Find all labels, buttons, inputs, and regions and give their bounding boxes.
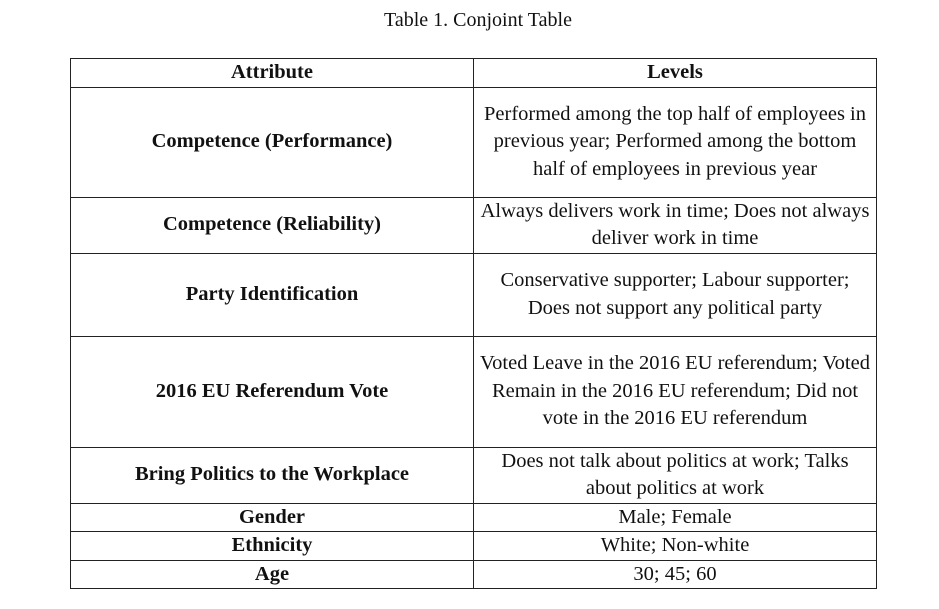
levels-cell: Male; Female	[474, 503, 877, 532]
attribute-cell: Competence (Reliability)	[71, 197, 474, 253]
attribute-cell: Gender	[71, 503, 474, 532]
conjoint-table	[70, 58, 877, 589]
table-row	[71, 532, 877, 561]
table-row	[71, 253, 877, 336]
levels-cell: Voted Leave in the 2016 EU referendum; Voted Remain in the 2016 EU referendum; Did not vote in the 2016 EU referendum	[474, 336, 877, 447]
table-caption: Table 1. Conjoint Table	[384, 9, 572, 31]
table-row	[71, 336, 877, 447]
attribute-cell: Age	[71, 560, 474, 589]
attribute-cell: 2016 EU Referendum Vote	[71, 336, 474, 447]
levels-cell: Conservative supporter; Labour supporter; Does not support any political party	[474, 253, 877, 336]
levels-cell: White; Non-white	[474, 532, 877, 561]
header-levels: Levels	[474, 59, 877, 88]
levels-cell: Performed among the top half of employees in previous year; Performed among the bottom half of employees in previous year	[474, 87, 877, 197]
levels-cell: Always delivers work in time; Does not always deliver work in time	[474, 197, 877, 253]
attribute-cell: Bring Politics to the Workplace	[71, 447, 474, 503]
levels-cell: Does not talk about politics at work; Talks about politics at work	[474, 447, 877, 503]
attribute-cell: Competence (Performance)	[71, 87, 474, 197]
table-row	[71, 560, 877, 589]
table-row	[71, 503, 877, 532]
levels-cell: 30; 45; 60	[474, 560, 877, 589]
attribute-cell: Party Identification	[71, 253, 474, 336]
table-row	[71, 197, 877, 253]
table-row	[71, 447, 877, 503]
attribute-cell: Ethnicity	[71, 532, 474, 561]
table-row	[71, 87, 877, 197]
table-header-row	[71, 59, 877, 88]
header-attribute: Attribute	[71, 59, 474, 88]
